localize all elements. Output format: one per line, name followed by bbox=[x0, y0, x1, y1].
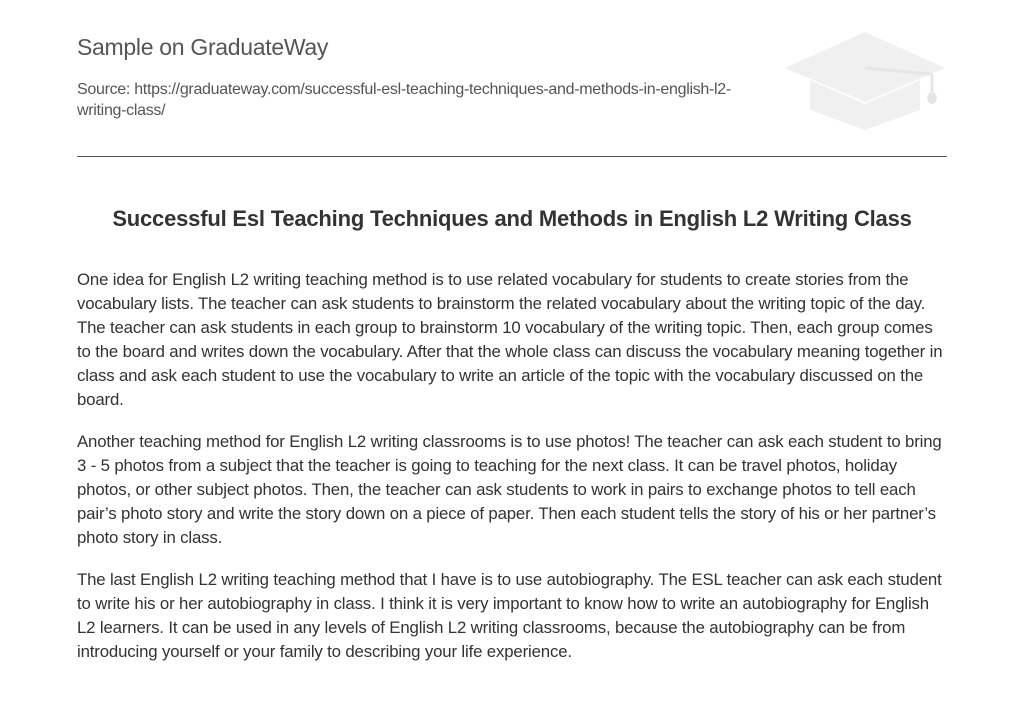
article-title: Successful Esl Teaching Techniques and Methods in English L2 Writing Class bbox=[112, 206, 912, 231]
site-title: Sample on GraduateWay bbox=[77, 34, 329, 60]
article-body bbox=[77, 268, 947, 682]
graduation-cap-icon bbox=[780, 30, 950, 132]
source-link[interactable]: https://graduateway.com/successful-esl-teaching-techniques-and-methods-in-english-l2-writing-class/ bbox=[77, 81, 731, 119]
source-label: Source: bbox=[77, 81, 131, 98]
page-header bbox=[77, 0, 947, 157]
paragraph: The last English L2 writing teaching method that I have is to use autobiography. The ESL teacher can ask each student to write his or her autobiography in class. I think it is very important to know how to write an autobiography for English L2 learners. It can be used in any levels of English L2 writing classrooms, because the autobiography can be from introducing yourself or your family to describing your life experience. bbox=[77, 570, 942, 661]
source-line bbox=[77, 79, 777, 121]
paragraph: One idea for English L2 writing teaching method is to use related vocabulary for students to create stories from the vocabulary lists. The teacher can ask students to brainstorm the related vocabulary about the writing topic of the day. The teacher can ask students in each group to brainstorm 10 vocabulary of the writing topic. Then, each group comes to the board and writes down the vocabulary. After that the whole class can discuss the vocabulary meaning together in class and ask each student to use the vocabulary to write an article of the topic with the vocabulary discussed on the board. bbox=[77, 270, 943, 409]
paragraph: Another teaching method for English L2 writing classrooms is to use photos! The teacher can ask each student to bring 3 - 5 photos from a subject that the teacher is going to teaching for the next class. It can be travel photos, holiday photos, or other subject photos. Then, the teacher can ask students to work in pairs to exchange photos to tell each pair’s photo story and write the story down on a piece of paper. Then each student tells the story of his or her partner’s photo story in class. bbox=[77, 432, 942, 547]
